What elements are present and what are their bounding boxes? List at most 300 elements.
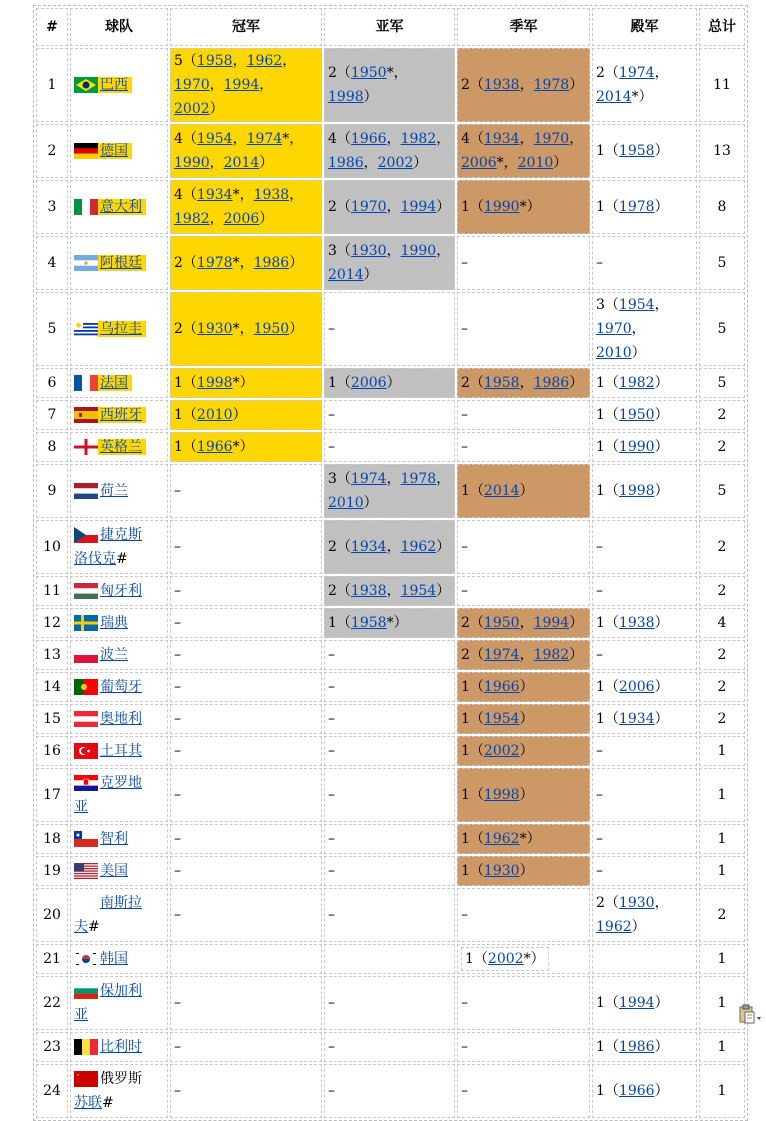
rank-cell: 9 [36, 464, 68, 518]
runner-up-count: 3 [328, 243, 337, 259]
runner-up-year-link[interactable]: 2010 [328, 495, 364, 511]
runner-up-year-link[interactable]: 1990 [400, 243, 437, 259]
total-cell: 1 [699, 736, 745, 766]
table-row [36, 640, 745, 670]
champion-cell: 1（2010） [170, 400, 322, 430]
empty-dash: – [461, 407, 468, 423]
runner-up-year-link[interactable]: 1930 [350, 243, 387, 259]
champion-year-link[interactable]: 1982 [174, 211, 210, 227]
third-count: 1 [465, 951, 474, 967]
total-cell: 1 [699, 976, 745, 1030]
champion-cell [170, 520, 322, 574]
third-year-link[interactable]: 2002 [487, 951, 524, 967]
third-cell: 1（1954） [457, 704, 590, 734]
team-link[interactable]: 巴西 [100, 77, 128, 93]
team-cell [70, 464, 168, 518]
runner-up-year-link[interactable]: 2014 [328, 267, 364, 283]
champion-year-link[interactable]: 2002 [174, 101, 210, 117]
champion-year-link[interactable]: 1950 [253, 321, 290, 337]
team-link[interactable]: 英格兰 [100, 439, 142, 455]
champion-year-link[interactable]: 1938 [253, 187, 290, 203]
table-header-row [36, 8, 745, 46]
header-champion: 冠军 [170, 8, 322, 46]
team-link[interactable]: 韩国 [100, 951, 128, 967]
champion-cell [170, 768, 322, 822]
third-year-link[interactable]: 1998 [483, 787, 520, 803]
total-cell: 2 [699, 672, 745, 702]
header-runner-up: 亚军 [324, 8, 455, 46]
rank-cell: 19 [36, 856, 68, 886]
team-link[interactable]: 阿根廷 [100, 255, 142, 271]
runner-up-year-link[interactable]: 2002 [377, 155, 414, 171]
total-cell: 2 [699, 520, 745, 574]
team-cell [70, 432, 168, 462]
third-cell [457, 576, 590, 606]
runner-up-count: 2 [328, 65, 337, 81]
fourth-cell: 1（1934） [592, 704, 697, 734]
third-year-link[interactable]: 1938 [483, 77, 520, 93]
runner-up-cell [324, 976, 455, 1030]
runner-up-year-link[interactable]: 1954 [400, 583, 437, 599]
empty-dash: – [596, 831, 603, 847]
champion-cell: 1（1998*） [170, 368, 322, 398]
empty-dash: – [461, 321, 468, 337]
team-cell [70, 856, 168, 886]
total-cell: 5 [699, 464, 745, 518]
team-link[interactable]: 克罗地 [100, 775, 142, 791]
total-cell: 1 [699, 944, 745, 974]
rank-cell: 13 [36, 640, 68, 670]
runner-up-cell: 1（2006） [324, 368, 455, 398]
header-fourth: 殿军 [592, 8, 697, 46]
header-total: 总计 [699, 8, 745, 46]
runner-up-year-link[interactable]: 1978 [400, 471, 437, 487]
usa-flag-icon [74, 863, 98, 879]
empty-dash: – [328, 995, 335, 1011]
fourth-count: 3 [596, 297, 605, 313]
runner-up-cell [324, 824, 455, 854]
empty-dash: – [174, 711, 181, 727]
fourth-year-link[interactable]: 2014 [596, 89, 632, 105]
fourth-year-link[interactable]: 1950 [618, 407, 655, 423]
champion-cell [170, 576, 322, 606]
team-link[interactable]: 捷克斯 [100, 527, 142, 543]
total-cell: 2 [699, 400, 745, 430]
rank-cell: 5 [36, 292, 68, 366]
empty-dash: – [174, 863, 181, 879]
runner-up-year-link[interactable]: 2006 [350, 375, 387, 391]
runner-up-cell [324, 736, 455, 766]
table-row [36, 704, 745, 734]
champion-year-link[interactable]: 2014 [223, 155, 260, 171]
champion-count: 4 [174, 131, 183, 147]
champion-year-link[interactable]: 2010 [196, 407, 233, 423]
third-year-link[interactable]: 2010 [517, 155, 554, 171]
third-cell: 1（1930） [457, 856, 590, 886]
total-cell: 11 [699, 48, 745, 122]
champion-cell [170, 464, 322, 518]
fourth-count: 1 [596, 679, 605, 695]
fourth-count: 2 [596, 895, 605, 911]
clipboard-paste-icon[interactable] [738, 1004, 764, 1026]
team-cell [70, 672, 168, 702]
runner-up-count: 1 [328, 615, 337, 631]
table-row [36, 856, 745, 886]
champion-year-link[interactable]: 1990 [174, 155, 210, 171]
total-cell: 1 [699, 824, 745, 854]
rank-cell: 16 [36, 736, 68, 766]
empty-dash: – [596, 583, 603, 599]
team-cell: 捷克斯 洛伐克# [70, 520, 168, 574]
runner-up-year-link[interactable]: 1970 [350, 199, 387, 215]
champion-year-link[interactable]: 1970 [174, 77, 210, 93]
third-count: 2 [461, 615, 470, 631]
rank-cell: 11 [36, 576, 68, 606]
champion-cell [170, 976, 322, 1030]
team-link-cont[interactable]: 亚 [74, 799, 88, 815]
third-year-link[interactable]: 2014 [483, 483, 520, 499]
france-flag-icon [74, 375, 98, 391]
team-link[interactable]: 保加利 [100, 983, 142, 999]
champion-cell: 5（1958，1962，1970，1994，2002） [170, 48, 322, 122]
fourth-cell [592, 236, 697, 290]
team-link-cont[interactable]: 洛伐克 [74, 551, 116, 567]
empty-dash: – [461, 1083, 468, 1099]
champion-cell: 2（1930*，1950） [170, 292, 322, 366]
third-count: 1 [461, 711, 470, 727]
third-year-link[interactable]: 1950 [483, 615, 520, 631]
third-count: 1 [461, 863, 470, 879]
empty-dash: – [174, 831, 181, 847]
table-row [36, 48, 745, 122]
rank-cell: 23 [36, 1032, 68, 1062]
rank-cell: 22 [36, 976, 68, 1030]
runner-up-year-link[interactable]: 1938 [350, 583, 387, 599]
team-link[interactable]: 荷兰 [100, 483, 128, 499]
fourth-cell [592, 944, 697, 974]
champion-year-link[interactable]: 2006 [223, 211, 260, 227]
fourth-year-link[interactable]: 1958 [618, 143, 655, 159]
third-count: 2 [461, 375, 470, 391]
champion-cell [170, 1032, 322, 1062]
empty-dash: – [461, 255, 468, 271]
fourth-year-link[interactable]: 1974 [618, 65, 655, 81]
empty-dash: – [328, 863, 335, 879]
empty-dash: – [596, 255, 603, 271]
third-year-link[interactable]: 2006 [461, 155, 497, 171]
champion-cell: 4（1934*，1938，1982，2006） [170, 180, 322, 234]
runner-up-cell [324, 1064, 455, 1118]
rank-cell: 12 [36, 608, 68, 638]
runner-up-cell [324, 640, 455, 670]
germany-flag-icon [74, 143, 98, 159]
empty-dash: – [596, 863, 603, 879]
rank-cell: 1 [36, 48, 68, 122]
champion-year-link[interactable]: 1966 [196, 439, 233, 455]
table-row [36, 180, 745, 234]
rank-cell: 4 [36, 236, 68, 290]
empty-dash: – [174, 907, 181, 923]
third-year-link[interactable]: 1978 [533, 77, 570, 93]
team-link[interactable]: 美国 [100, 863, 128, 879]
third-cell: 1（1966） [457, 672, 590, 702]
runner-up-cell [324, 704, 455, 734]
fourth-cell: 1（1994） [592, 976, 697, 1030]
third-year-link[interactable]: 1962 [483, 831, 520, 847]
team-link[interactable]: 瑞典 [100, 615, 128, 631]
fourth-cell: 1（1958） [592, 124, 697, 178]
third-year-link[interactable]: 2002 [483, 743, 520, 759]
third-year-link[interactable]: 1986 [533, 375, 570, 391]
champion-cell: 1（1966*） [170, 432, 322, 462]
champion-cell [170, 640, 322, 670]
third-cell: 1（2002） [457, 736, 590, 766]
runner-up-year-link[interactable]: 1966 [350, 131, 387, 147]
total-cell: 5 [699, 292, 745, 366]
third-cell: 2（1974，1982） [457, 640, 590, 670]
team-link[interactable]: 奥地利 [100, 711, 142, 727]
champion-year-link[interactable]: 1958 [196, 53, 233, 69]
fourth-year-link[interactable]: 1938 [618, 615, 655, 631]
table-row [36, 368, 745, 398]
third-count: 1 [461, 199, 470, 215]
runner-up-year-link[interactable]: 1994 [400, 199, 437, 215]
champion-cell: 4（1954，1974*，1990，2014） [170, 124, 322, 178]
runner-up-year-link[interactable]: 1962 [400, 539, 437, 555]
team-cell [70, 976, 168, 1030]
table-row [36, 576, 745, 606]
runner-up-cell: 1（1958*） [324, 608, 455, 638]
third-year-link[interactable]: 1974 [483, 647, 520, 663]
fourth-cell [592, 576, 697, 606]
chile-flag-icon [74, 831, 98, 847]
table-row [36, 824, 745, 854]
third-cell: 4（1934，1970，2006*，2010） [457, 124, 590, 178]
table-row [36, 400, 745, 430]
runner-up-cell [324, 672, 455, 702]
italy-flag-icon [74, 199, 98, 215]
champion-cell [170, 824, 322, 854]
fourth-year-link[interactable]: 1982 [618, 375, 655, 391]
third-year-link[interactable]: 1958 [483, 375, 520, 391]
runner-up-year-link[interactable]: 1950 [350, 65, 387, 81]
third-year-link[interactable]: 1970 [533, 131, 570, 147]
empty-dash: – [461, 995, 468, 1011]
fourth-year-link[interactable]: 1998 [618, 483, 655, 499]
runner-up-cell [324, 400, 455, 430]
team-cell [70, 400, 168, 430]
empty-dash: – [328, 743, 335, 759]
team-link[interactable]: 南斯拉 [100, 895, 142, 911]
third-count: 1 [461, 787, 470, 803]
rank-cell: 7 [36, 400, 68, 430]
empty-dash: – [174, 615, 181, 631]
champion-year-link[interactable]: 1934 [196, 187, 233, 203]
argentina-flag-icon [74, 255, 98, 271]
total-cell: 2 [699, 640, 745, 670]
champion-year-link[interactable]: 1978 [196, 255, 233, 271]
fourth-year-link[interactable]: 1990 [618, 439, 655, 455]
team-link[interactable]: 智利 [100, 831, 128, 847]
third-cell: 1（1990*） [457, 180, 590, 234]
champion-year-link[interactable]: 1930 [196, 321, 233, 337]
fourth-year-link[interactable]: 1986 [618, 1039, 655, 1055]
empty-dash: – [328, 907, 335, 923]
team-link[interactable]: 波兰 [100, 647, 128, 663]
fourth-cell: 1（1986） [592, 1032, 697, 1062]
third-year-link[interactable]: 1990 [483, 199, 520, 215]
total-cell: 2 [699, 888, 745, 942]
fourth-year-link[interactable]: 1954 [618, 297, 655, 313]
third-cell: 2（1938，1978） [457, 48, 590, 122]
team-cell [70, 236, 168, 290]
empty-dash: – [461, 907, 468, 923]
team-link[interactable]: 德国 [100, 143, 128, 159]
runner-up-year-link[interactable]: 1982 [400, 131, 437, 147]
third-year-link[interactable]: 1994 [533, 615, 570, 631]
runner-up-cell: 2（1934，1962） [324, 520, 455, 574]
third-year-link[interactable]: 1954 [483, 711, 520, 727]
champion-year-link[interactable]: 1998 [196, 375, 233, 391]
fourth-cell: 2（1930，1962） [592, 888, 697, 942]
fourth-count: 1 [596, 199, 605, 215]
austria-flag-icon [74, 711, 98, 727]
header-third: 季军 [457, 8, 590, 46]
rank-cell: 8 [36, 432, 68, 462]
empty-dash: – [596, 743, 603, 759]
champion-year-link[interactable]: 1954 [196, 131, 233, 147]
third-cell [457, 1032, 590, 1062]
rank-cell: 18 [36, 824, 68, 854]
team-link[interactable]: 苏联 [74, 1095, 102, 1111]
empty-dash: – [328, 407, 335, 423]
champion-year-link[interactable]: 1974 [246, 131, 283, 147]
brazil-flag-icon [74, 77, 98, 93]
team-link[interactable]: 西班牙 [100, 407, 142, 423]
champion-year-link[interactable]: 1986 [253, 255, 290, 271]
team-link[interactable]: 土耳其 [100, 743, 142, 759]
runner-up-cell: 3（1974，1978，2010） [324, 464, 455, 518]
champion-cell [170, 736, 322, 766]
team-link[interactable]: 葡萄牙 [100, 679, 142, 695]
runner-up-year-link[interactable]: 1958 [350, 615, 387, 631]
fourth-count: 1 [596, 407, 605, 423]
team-link[interactable]: 意大利 [100, 199, 142, 215]
fourth-year-link[interactable]: 1978 [618, 199, 655, 215]
runner-up-count: 3 [328, 471, 337, 487]
empty-dash: – [461, 1039, 468, 1055]
fourth-count: 1 [596, 995, 605, 1011]
fourth-count: 1 [596, 1083, 605, 1099]
rank-cell: 2 [36, 124, 68, 178]
team-link[interactable]: 乌拉圭 [100, 321, 142, 337]
team-link-cont[interactable]: 亚 [74, 1007, 88, 1023]
third-year-link[interactable]: 1982 [533, 647, 570, 663]
third-year-link[interactable]: 1934 [483, 131, 520, 147]
team-cell [70, 640, 168, 670]
third-year-link[interactable]: 1966 [483, 679, 520, 695]
fourth-year-link[interactable]: 1994 [618, 995, 655, 1011]
fourth-year-link[interactable]: 1930 [618, 895, 655, 911]
champion-year-link[interactable]: 1994 [223, 77, 260, 93]
rank-cell: 21 [36, 944, 68, 974]
england-flag-icon [74, 439, 98, 455]
third-count: 4 [461, 131, 470, 147]
fourth-year-link[interactable]: 1970 [596, 321, 632, 337]
third-cell [457, 520, 590, 574]
third-cell: 2（1958，1986） [457, 368, 590, 398]
empty-dash: – [174, 1039, 181, 1055]
runner-up-year-link[interactable]: 1986 [328, 155, 364, 171]
netherlands-flag-icon [74, 483, 98, 499]
team-link[interactable]: 法国 [100, 375, 128, 391]
runner-up-year-link[interactable]: 1974 [350, 471, 387, 487]
runner-up-year-link[interactable]: 1934 [350, 539, 387, 555]
empty-dash: – [174, 743, 181, 759]
third-count: 2 [461, 77, 470, 93]
team-cell [70, 736, 168, 766]
empty-dash: – [328, 321, 335, 337]
fourth-count: 1 [596, 1039, 605, 1055]
third-cell: 1（1998） [457, 768, 590, 822]
team-cell [70, 292, 168, 366]
fourth-year-link[interactable]: 1934 [618, 711, 655, 727]
fourth-cell [592, 736, 697, 766]
fourth-year-link[interactable]: 1962 [596, 919, 632, 935]
table-row [36, 944, 745, 974]
runner-up-year-link[interactable]: 1998 [328, 89, 364, 105]
total-cell: 5 [699, 368, 745, 398]
fourth-year-link[interactable]: 1966 [618, 1083, 655, 1099]
fourth-cell [592, 768, 697, 822]
team-link[interactable]: 匈牙利 [100, 583, 142, 599]
champion-cell [170, 856, 322, 886]
fourth-count: 1 [596, 375, 605, 391]
fourth-year-link[interactable]: 2006 [618, 679, 655, 695]
table-row [36, 432, 745, 462]
champion-year-link[interactable]: 1962 [246, 53, 283, 69]
table-row [36, 672, 745, 702]
team-link-cont[interactable]: 夫 [74, 919, 88, 935]
total-cell: 1 [699, 1064, 745, 1118]
fourth-count: 1 [596, 439, 605, 455]
fourth-year-link[interactable]: 2010 [596, 345, 632, 361]
fourth-count: 1 [596, 615, 605, 631]
runner-up-count: 4 [328, 131, 337, 147]
runner-up-cell [324, 888, 455, 942]
rank-cell: 20 [36, 888, 68, 942]
third-year-link[interactable]: 1930 [483, 863, 520, 879]
belgium-flag-icon [74, 1039, 98, 1055]
runner-up-cell [324, 944, 455, 974]
runner-up-cell: 4（1966，1982，1986，2002） [324, 124, 455, 178]
runner-up-cell [324, 292, 455, 366]
ussr-flag-icon [74, 1071, 98, 1087]
third-cell [457, 236, 590, 290]
team-link[interactable]: 比利时 [100, 1039, 142, 1055]
table-row [36, 1064, 745, 1118]
empty-dash: – [328, 787, 335, 803]
champion-cell [170, 672, 322, 702]
rank-cell: 17 [36, 768, 68, 822]
team-cell [70, 704, 168, 734]
empty-dash: – [328, 679, 335, 695]
total-cell: 4 [699, 608, 745, 638]
champion-count: 1 [174, 439, 183, 455]
champion-cell: 2（1978*，1986） [170, 236, 322, 290]
portugal-flag-icon [74, 679, 98, 695]
empty-dash: – [328, 1039, 335, 1055]
